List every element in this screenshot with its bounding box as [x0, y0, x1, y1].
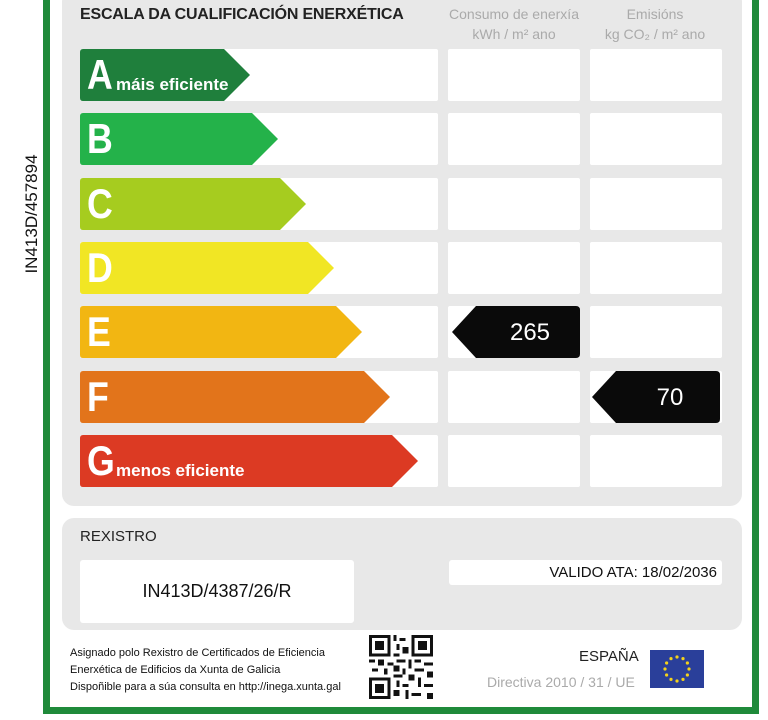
class-letter: D [87, 244, 113, 291]
emissions-cell [590, 113, 722, 165]
registry-number: IN413D/4387/26/R [80, 560, 354, 623]
consumption-cell [448, 113, 580, 165]
consumption-cell [448, 435, 580, 487]
emissions-cell [590, 306, 722, 358]
consumption-header: Consumo de enerxía kWh / m² ano [449, 6, 579, 42]
eu-flag-icon [650, 650, 704, 688]
class-bar-e [80, 306, 362, 358]
class-bar-b [80, 113, 278, 165]
class-letter: C [87, 180, 113, 227]
class-bar-f [80, 371, 390, 423]
emissions-marker [592, 371, 720, 423]
class-bar-d [80, 242, 334, 294]
emissions-marker-value: 70 [656, 384, 684, 411]
class-letter: E [87, 308, 111, 355]
class-subtitle: menos eficiente [116, 461, 245, 480]
qr-code-icon [369, 635, 433, 699]
class-letter: B [87, 115, 113, 162]
class-subtitle: máis eficiente [116, 75, 229, 94]
class-bar-g [80, 435, 418, 487]
consumption-marker-value: 265 [509, 319, 551, 346]
valid-until: VALIDO ATA: 18/02/2036 [449, 560, 722, 585]
consumption-marker [452, 306, 580, 358]
footer-text: Asignado polo Rexistro de Certificados de Eficiencia Enerxética de Edificios da Xunta de Galicia Dispoñible para a súa consulta en http://inega.xunta.gal [70, 647, 341, 693]
registry-label: REXISTRO [80, 528, 157, 545]
emissions-cell [590, 178, 722, 230]
class-letter: A [87, 51, 113, 98]
class-bar-c [80, 178, 306, 230]
class-bar-a [80, 49, 250, 101]
side-reference-code: IN413D/457894 [22, 154, 41, 274]
class-letter: G [87, 437, 115, 484]
consumption-cell [448, 371, 580, 423]
emissions-header: Emisións kg CO₂ / m² ano [604, 6, 706, 42]
emissions-cell [590, 242, 722, 294]
class-letter: F [87, 373, 109, 420]
emissions-cell [590, 435, 722, 487]
consumption-cell [448, 242, 580, 294]
country-label: ESPAÑA [579, 648, 639, 665]
emissions-cell [590, 49, 722, 101]
scale-title: ESCALA DA CUALIFICACIÓN ENERXÉTICA [80, 6, 404, 23]
directive-label: Directiva 2010 / 31 / UE [487, 674, 635, 690]
consumption-cell [448, 49, 580, 101]
consumption-cell [448, 178, 580, 230]
